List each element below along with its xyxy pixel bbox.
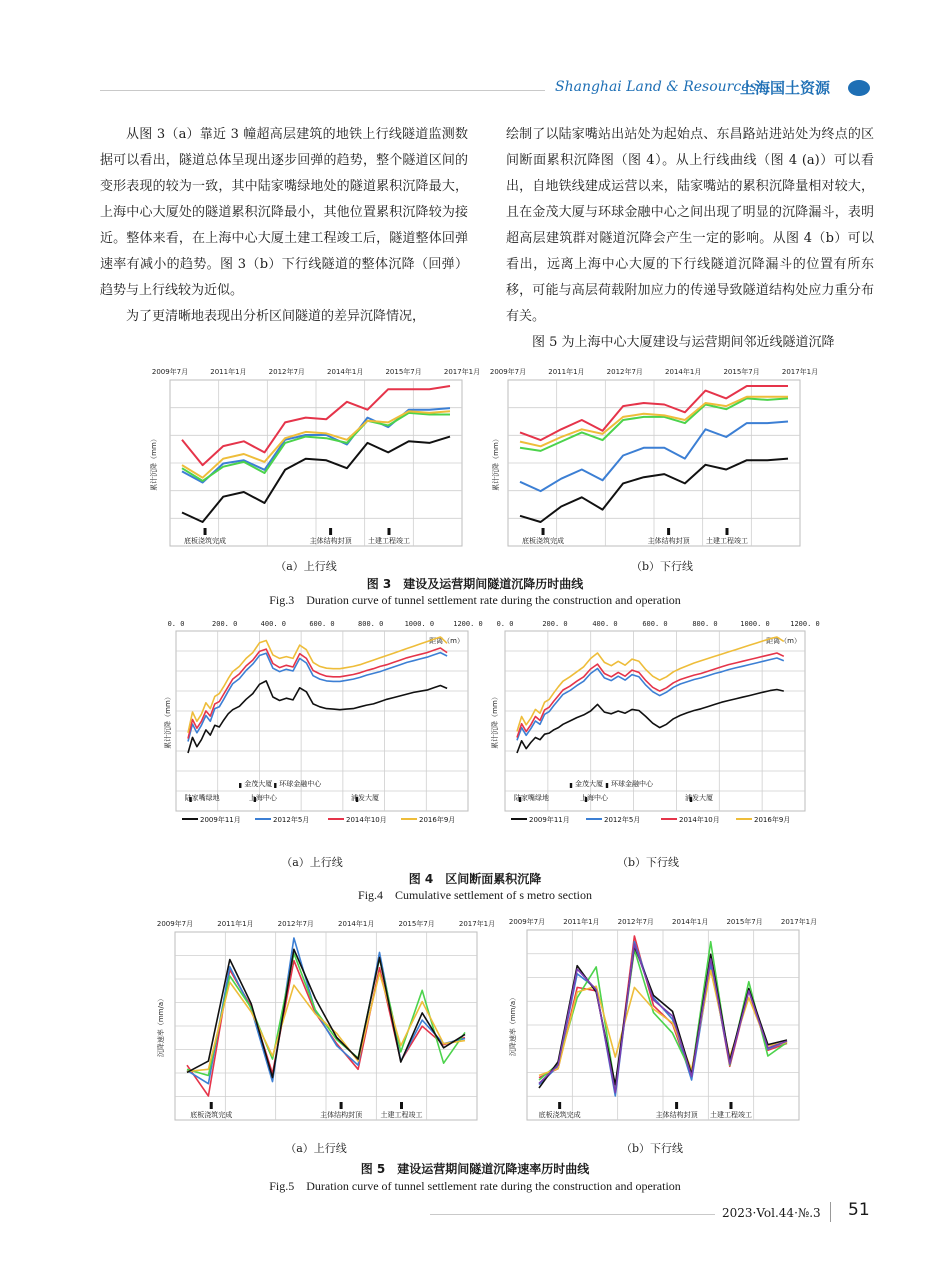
landmark-marker xyxy=(606,783,608,788)
fig5-caption-en: Fig.5 Duration curve of tunnel settlement rate during the construction and operation xyxy=(269,1179,681,1193)
journal-title-en: Shanghai Land & Resources xyxy=(555,79,757,95)
legend-label: 2009年11月 xyxy=(529,816,570,824)
dist-tick-label: 1000. 0 xyxy=(740,620,770,628)
event-marker xyxy=(340,1102,343,1109)
landmark-label: 金茂大厦 xyxy=(575,780,603,788)
journal-title-cn: 上海国土资源 xyxy=(740,79,831,97)
dist-tick-label: 200. 0 xyxy=(212,620,238,628)
event-label: 底板浇筑完成 xyxy=(522,537,565,545)
time-tick-label: 2012年7月 xyxy=(268,368,305,376)
fig3a xyxy=(146,360,481,560)
event-label: 主体结构封顶 xyxy=(320,1111,363,1119)
paragraph: 绘制了以陆家嘴站出站处为起始点、东昌路站进站处为终点的区间断面累积沉降图（图 4）。从上行线曲线（图 4 (a)）可以看出，自地铁线建成运营以来，陆家嘴站的累积沉降量相对较大，且在金茂大厦与环球金融中心之间出现了明显的沉降漏斗，表明超高层建筑群对隧道沉降会产生一定的影响。从图 4（b）可以看出，远离上海中心大厦的下行线隧道沉降漏斗的位置有所东移，可能与高层荷载附加应力的传递导致隧道结构处应力重分布有关。 xyxy=(506,127,874,324)
y-axis-label: 累计沉降（mm） xyxy=(492,435,500,491)
landmark-label: 金茂大厦 xyxy=(244,780,273,788)
fig5a xyxy=(153,912,498,1137)
y-axis-label: 累计沉降（mm） xyxy=(150,435,158,491)
y-axis-label: 沉降速率（mm/a） xyxy=(157,994,165,1058)
dist-tick-label: 0. 0 xyxy=(496,620,514,628)
event-marker xyxy=(730,1102,733,1109)
event-marker xyxy=(667,528,670,535)
page-number: 51 xyxy=(848,1200,870,1220)
dist-tick-label: 0. 0 xyxy=(167,620,185,628)
fig3-sub-b: （b）下行线 xyxy=(630,560,694,573)
landmark-label: 浦发大厦 xyxy=(685,794,713,802)
fig4-caption-en: Fig.4 Cumulative settlement of s metro section xyxy=(358,888,592,902)
fig4-sub-a: （a）上行线 xyxy=(281,856,343,869)
fig5b xyxy=(505,912,820,1137)
event-label: 底板浇筑完成 xyxy=(184,537,227,545)
time-tick-label: 2012年7月 xyxy=(617,918,654,926)
event-label: 土建工程竣工 xyxy=(380,1111,423,1119)
landmark-label: 陆家嘴绿地 xyxy=(514,794,549,802)
dist-tick-label: 1200. 0 xyxy=(790,620,820,628)
event-label: 土建工程竣工 xyxy=(706,537,748,545)
landmark-label: 环球金融中心 xyxy=(611,780,653,788)
fig4-sub-b: （b）下行线 xyxy=(616,856,680,869)
fig4a xyxy=(166,615,486,855)
dist-tick-label: 200. 0 xyxy=(542,620,568,628)
legend-label: 2016年9月 xyxy=(754,816,791,824)
dist-tick-label: 600. 0 xyxy=(309,620,335,628)
fig5-sub-a: （a）上行线 xyxy=(285,1142,347,1155)
time-tick-label: 2014年1月 xyxy=(665,368,702,376)
axis-label-distance: 距离（m） xyxy=(429,637,464,645)
time-tick-label: 2015年7月 xyxy=(385,368,422,376)
paragraph: 图 5 为上海中心大厦建设与运营期间邻近线隧道沉降 xyxy=(532,335,835,350)
time-tick-label: 2014年1月 xyxy=(338,920,375,928)
fig5-caption-cn: 图 5 建设运营期间隧道沉降速率历时曲线 xyxy=(360,1162,590,1176)
event-marker xyxy=(558,1102,561,1109)
footer-issue: 2023·Vol.44·№.3 xyxy=(722,1206,821,1220)
fig5-sub-b: （b）下行线 xyxy=(620,1142,684,1155)
event-label: 主体结构封顶 xyxy=(655,1111,698,1119)
time-tick-label: 2017年1月 xyxy=(780,918,818,926)
event-marker xyxy=(675,1102,678,1109)
time-tick-label: 2014年1月 xyxy=(672,918,709,926)
fig3-caption-en: Fig.3 Duration curve of tunnel settlement rate during the construction and operation xyxy=(269,593,681,607)
dist-tick-label: 1000. 0 xyxy=(404,620,435,628)
time-tick-label: 2012年7月 xyxy=(606,368,643,376)
event-label: 土建工程竣工 xyxy=(710,1111,752,1119)
legend-label: 2014年10月 xyxy=(679,816,720,824)
event-label: 主体结构封顶 xyxy=(309,537,352,545)
fig3-caption-cn: 图 3 建设及运营期间隧道沉降历时曲线 xyxy=(366,577,584,591)
landmark-marker xyxy=(274,783,276,788)
time-tick-label: 2011年1月 xyxy=(217,920,254,928)
footer-divider xyxy=(830,1202,831,1222)
fig4b xyxy=(493,615,818,855)
landmark-marker xyxy=(239,783,241,788)
fig3a-plot xyxy=(146,360,481,560)
y-axis-label: 累计沉降（mm） xyxy=(491,693,499,749)
landmark-label: 上海中心 xyxy=(580,794,608,802)
event-marker xyxy=(726,528,729,535)
paragraph: 从图 3（a）靠近 3 幢超高层建筑的地铁上行线隧道监测数据可以看出，隧道总体呈现出逐步回弹的趋势，整个隧道区间的变形表现的较为一致，其中陆家嘴绿地处的隧道累积沉降最大，上海中心大厦处的隧道累积沉降最小，其他位置累积沉降较为接近。整体来看，在上海中心大厦土建工程竣工后，隧道整体回弹速率有减小的趋势。图 3（b）下行线隧道的整体沉降（回弹）趋势与上行线较为近似。 xyxy=(100,127,468,298)
legend-label: 2012年5月 xyxy=(273,816,310,824)
event-marker xyxy=(204,528,207,535)
header-rule xyxy=(100,90,545,91)
event-label: 土建工程竣工 xyxy=(368,537,410,545)
time-tick-label: 2009年7月 xyxy=(156,920,194,928)
time-tick-label: 2012年7月 xyxy=(277,920,314,928)
body-right-column xyxy=(506,122,874,356)
plot-frame xyxy=(505,631,805,811)
dist-tick-label: 1200. 0 xyxy=(453,620,483,628)
event-marker xyxy=(400,1102,403,1109)
event-marker xyxy=(210,1102,213,1109)
time-tick-label: 2017年1月 xyxy=(443,368,481,376)
fig5b-plot xyxy=(505,912,820,1137)
landmark-marker xyxy=(570,783,572,788)
legend-label: 2009年11月 xyxy=(200,816,241,824)
time-tick-label: 2009年7月 xyxy=(508,918,546,926)
event-marker xyxy=(542,528,545,535)
dist-tick-label: 600. 0 xyxy=(642,620,668,628)
fig5a-plot xyxy=(153,912,498,1137)
event-marker xyxy=(329,528,332,535)
event-marker xyxy=(388,528,391,535)
y-axis-label: 沉降速率（mm/a） xyxy=(509,993,517,1057)
fig4-caption-cn: 图 4 区间断面累积沉降 xyxy=(408,872,542,886)
dist-tick-label: 400. 0 xyxy=(592,620,618,628)
body-left-column xyxy=(100,122,468,330)
fig3b-plot xyxy=(488,360,820,560)
y-axis-label: 累计沉降（mm） xyxy=(164,693,172,749)
time-tick-label: 2017年1月 xyxy=(458,920,496,928)
footer-rule xyxy=(430,1214,715,1215)
time-tick-label: 2011年1月 xyxy=(563,918,600,926)
time-tick-label: 2011年1月 xyxy=(548,368,585,376)
time-tick-label: 2015年7月 xyxy=(398,920,435,928)
landmark-label: 陆家嘴绿地 xyxy=(184,794,220,802)
axis-label-distance: 距离（m） xyxy=(766,637,801,645)
time-tick-label: 2014年1月 xyxy=(327,368,364,376)
fig3-sub-a: （a）上行线 xyxy=(275,560,337,573)
time-tick-label: 2009年7月 xyxy=(151,368,189,376)
event-label: 底板浇筑完成 xyxy=(538,1111,581,1119)
time-tick-label: 2015年7月 xyxy=(723,368,760,376)
fig4b-plot xyxy=(493,615,818,855)
landmark-label: 浦发大厦 xyxy=(351,794,380,802)
fig3b xyxy=(488,360,820,560)
legend-label: 2014年10月 xyxy=(346,816,387,824)
dist-tick-label: 800. 0 xyxy=(692,620,718,628)
dist-tick-label: 400. 0 xyxy=(260,620,286,628)
paragraph: 为了更清晰地表现出分析区间隧道的差异沉降情况， xyxy=(126,309,426,324)
fig4a-plot xyxy=(166,615,486,855)
time-tick-label: 2015年7月 xyxy=(726,918,763,926)
legend-label: 2016年9月 xyxy=(419,816,456,824)
time-tick-label: 2009年7月 xyxy=(489,368,527,376)
landmark-label: 环球金融中心 xyxy=(279,780,322,788)
journal-logo-icon xyxy=(848,80,870,96)
legend-label: 2012年5月 xyxy=(604,816,641,824)
dist-tick-label: 800. 0 xyxy=(358,620,384,628)
landmark-label: 上海中心 xyxy=(248,794,277,802)
time-tick-label: 2017年1月 xyxy=(781,368,819,376)
event-label: 主体结构封顶 xyxy=(647,537,690,545)
event-label: 底板浇筑完成 xyxy=(190,1111,233,1119)
time-tick-label: 2011年1月 xyxy=(210,368,247,376)
